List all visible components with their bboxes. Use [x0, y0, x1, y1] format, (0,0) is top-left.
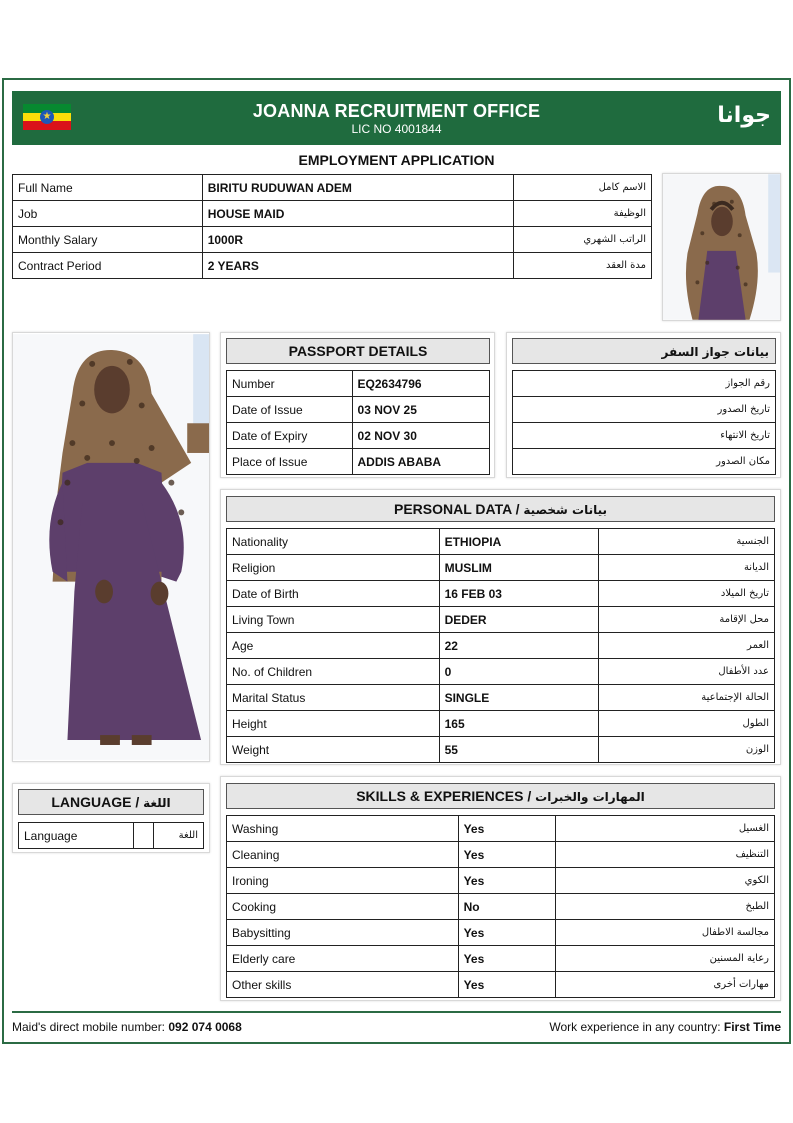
skill-label: Cooking [227, 894, 459, 920]
field-value: 16 FEB 03 [439, 581, 599, 607]
skill-label: Cleaning [227, 842, 459, 868]
table-row [227, 894, 775, 920]
skill-label-ar: مجالسة الاطفال [556, 920, 775, 946]
field-value: EQ2634796 [352, 371, 489, 397]
table-row [13, 227, 652, 253]
skill-label-ar: مهارات أخرى [556, 972, 775, 998]
table-row [227, 659, 775, 685]
passport-photo [662, 173, 781, 321]
field-value: ETHIOPIA [439, 529, 599, 555]
skill-label-ar: الطبخ [556, 894, 775, 920]
skill-label: Elderly care [227, 946, 459, 972]
table-row [227, 529, 775, 555]
full-body-photo [12, 332, 210, 762]
field-label-ar: الجنسية [599, 529, 775, 555]
mobile-number: Maid's direct mobile number: 092 074 0068 [12, 1020, 242, 1034]
table-row [227, 423, 490, 449]
field-label: Number [227, 371, 353, 397]
office-arabic-name: جوانا [717, 103, 771, 128]
field-label: Marital Status [227, 685, 440, 711]
skill-label: Babysitting [227, 920, 459, 946]
table-row [19, 823, 204, 849]
top-info-table [12, 174, 652, 279]
field-label: Weight [227, 737, 440, 763]
field-label: Religion [227, 555, 440, 581]
skill-value: No [458, 894, 556, 920]
field-label-ar: عدد الأطفال [599, 659, 775, 685]
table-row [13, 253, 652, 279]
table-row [227, 868, 775, 894]
field-label-ar: الديانة [599, 555, 775, 581]
field-label: Date of Expiry [227, 423, 353, 449]
field-value: 0 [439, 659, 599, 685]
skill-label: Ironing [227, 868, 459, 894]
language-section-title: LANGUAGE / اللغة [18, 789, 204, 815]
table-row [227, 555, 775, 581]
field-label: Nationality [227, 529, 440, 555]
field-label-ar: رقم الجواز [513, 371, 776, 397]
field-label-ar: الوزن [599, 737, 775, 763]
skill-label: Other skills [227, 972, 459, 998]
application-title: EMPLOYMENT APPLICATION [298, 152, 495, 168]
skill-label: Washing [227, 816, 459, 842]
skills-section-title: SKILLS & EXPERIENCES / المهارات والخبرات [226, 783, 775, 809]
table-row [227, 972, 775, 998]
field-label-ar: تاريخ الصدور [513, 397, 776, 423]
field-label-ar: الراتب الشهري [514, 227, 652, 253]
field-value: DEDER [439, 607, 599, 633]
skill-value: Yes [458, 920, 556, 946]
table-row [227, 633, 775, 659]
field-value: MUSLIM [439, 555, 599, 581]
skill-label-ar: الكوي [556, 868, 775, 894]
license-number: LIC NO 4001844 [351, 122, 442, 136]
skill-value: Yes [458, 816, 556, 842]
field-value: 2 YEARS [202, 253, 514, 279]
table-row [13, 175, 652, 201]
passport-table [226, 370, 490, 475]
field-label: Contract Period [13, 253, 203, 279]
personal-section-title: PERSONAL DATA / بيانات شخصية [226, 496, 775, 522]
field-label: Height [227, 711, 440, 737]
table-row [513, 397, 776, 423]
field-value [134, 823, 154, 849]
table-row [227, 449, 490, 475]
office-title: JOANNA RECRUITMENT OFFICE [252, 101, 541, 121]
field-value: 55 [439, 737, 599, 763]
field-label-ar: مكان الصدور [513, 449, 776, 475]
table-row [227, 581, 775, 607]
skill-label-ar: الغسيل [556, 816, 775, 842]
field-label-ar: تاريخ الانتهاء [513, 423, 776, 449]
table-row [227, 842, 775, 868]
passport-section-title: PASSPORT DETAILS [226, 338, 490, 364]
table-row [513, 423, 776, 449]
field-value: BIRITU RUDUWAN ADEM [202, 175, 514, 201]
field-label: Date of Issue [227, 397, 353, 423]
field-label: No. of Children [227, 659, 440, 685]
table-row [227, 920, 775, 946]
field-label-ar: الطول [599, 711, 775, 737]
field-value: 22 [439, 633, 599, 659]
personal-table [226, 528, 775, 763]
language-table [18, 822, 204, 849]
table-row [227, 397, 490, 423]
field-value: ADDIS ABABA [352, 449, 489, 475]
table-row [227, 685, 775, 711]
header-banner [12, 91, 781, 145]
table-row [513, 449, 776, 475]
table-row [227, 737, 775, 763]
field-value: 165 [439, 711, 599, 737]
skill-value: Yes [458, 842, 556, 868]
passport-arabic-table [512, 370, 776, 475]
field-label-ar: تاريخ الميلاد [599, 581, 775, 607]
skill-label-ar: التنظيف [556, 842, 775, 868]
field-label-ar: الوظيفة [514, 201, 652, 227]
field-label: Age [227, 633, 440, 659]
field-label-ar: العمر [599, 633, 775, 659]
table-row [513, 371, 776, 397]
table-row [227, 946, 775, 972]
table-row [227, 371, 490, 397]
field-label: Date of Birth [227, 581, 440, 607]
field-value: 03 NOV 25 [352, 397, 489, 423]
table-row [227, 711, 775, 737]
field-label: Place of Issue [227, 449, 353, 475]
work-experience: Work experience in any country: First Time [549, 1020, 781, 1034]
skill-value: Yes [458, 972, 556, 998]
skill-label-ar: رعاية المسنين [556, 946, 775, 972]
table-row [227, 607, 775, 633]
skill-value: Yes [458, 868, 556, 894]
skills-table [226, 815, 775, 998]
field-value: 1000R [202, 227, 514, 253]
table-row [13, 201, 652, 227]
field-value: HOUSE MAID [202, 201, 514, 227]
skill-value: Yes [458, 946, 556, 972]
passport-section-title-ar: بيانات جواز السفر [512, 338, 776, 364]
field-value: 02 NOV 30 [352, 423, 489, 449]
field-label-ar: مدة العقد [514, 253, 652, 279]
table-row [227, 816, 775, 842]
field-label: Job [13, 201, 203, 227]
ethiopia-flag-icon: ★ [23, 104, 71, 130]
field-value: SINGLE [439, 685, 599, 711]
field-label-ar: الاسم كامل [514, 175, 652, 201]
field-label-ar: محل الإقامة [599, 607, 775, 633]
field-label: Living Town [227, 607, 440, 633]
field-label: Language [19, 823, 134, 849]
footer-divider [12, 1011, 781, 1013]
field-label-ar: اللغة [154, 823, 204, 849]
field-label: Full Name [13, 175, 203, 201]
field-label-ar: الحالة الإجتماعية [599, 685, 775, 711]
field-label: Monthly Salary [13, 227, 203, 253]
